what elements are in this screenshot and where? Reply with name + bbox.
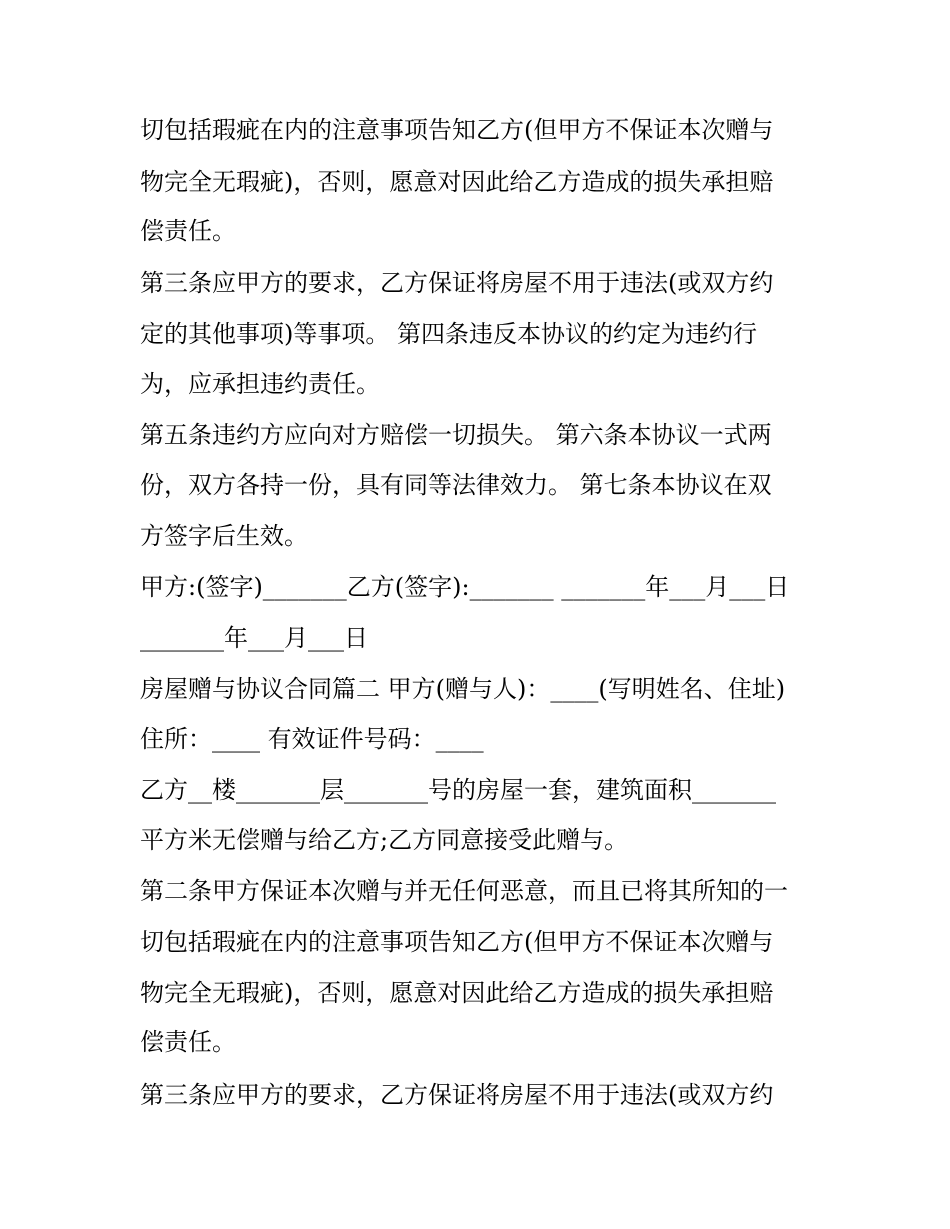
text-line-1: 切包括瑕疵在内的注意事项告知乙方(但甲方不保证本次赠与 (140, 116, 774, 144)
text-line-7: 第五条违约方应向对方赔偿一切损失。 第六条本协议一式两 (140, 421, 772, 449)
section-two-heading-line: 房屋赠与协议合同篇二 甲方(赠与人)：____(写明姓名、住址) (140, 675, 786, 703)
text-line-17: 切包括瑕疵在内的注意事项告知乙方(但甲方不保证本次赠与 (140, 928, 774, 956)
text-line-15: 平方米无偿赠与给乙方;乙方同意接受此赠与。 (140, 826, 629, 854)
text-line-16: 第二条甲方保证本次赠与并无任何恶意，而且已将其所知的一 (140, 877, 788, 905)
text-line-20: 第三条应甲方的要求，乙方保证将房屋不用于违法(或双方约 (140, 1081, 774, 1109)
text-line-4: 第三条应甲方的要求，乙方保证将房屋不用于违法(或双方约 (140, 269, 774, 297)
text-line-6: 为，应承担违约责任。 (140, 370, 380, 398)
text-line-5: 定的其他事项)等事项。 第四条违反本协议的约定为违约行 (140, 320, 757, 348)
signature-line: 甲方:(签字)_______乙方(签字):_______ _______年___月___日 (140, 573, 790, 601)
date-line: _______年___月___日 (140, 624, 368, 652)
text-line-13: 住所：____ 有效证件号码：____ (140, 725, 484, 753)
text-line-14: 乙方__楼_______层_______号的房屋一套，建筑面积_______ (140, 776, 776, 804)
text-line-18: 物完全无瑕疵)，否则，愿意对因此给乙方造成的损失承担赔 (140, 979, 774, 1007)
text-line-19: 偿责任。 (140, 1028, 236, 1056)
text-line-9: 方签字后生效。 (140, 522, 308, 550)
text-line-2: 物完全无瑕疵)，否则，愿意对因此给乙方造成的损失承担赔 (140, 168, 774, 196)
text-line-3: 偿责任。 (140, 217, 236, 245)
text-line-8: 份，双方各持一份，具有同等法律效力。 第七条本协议在双 (140, 471, 772, 499)
